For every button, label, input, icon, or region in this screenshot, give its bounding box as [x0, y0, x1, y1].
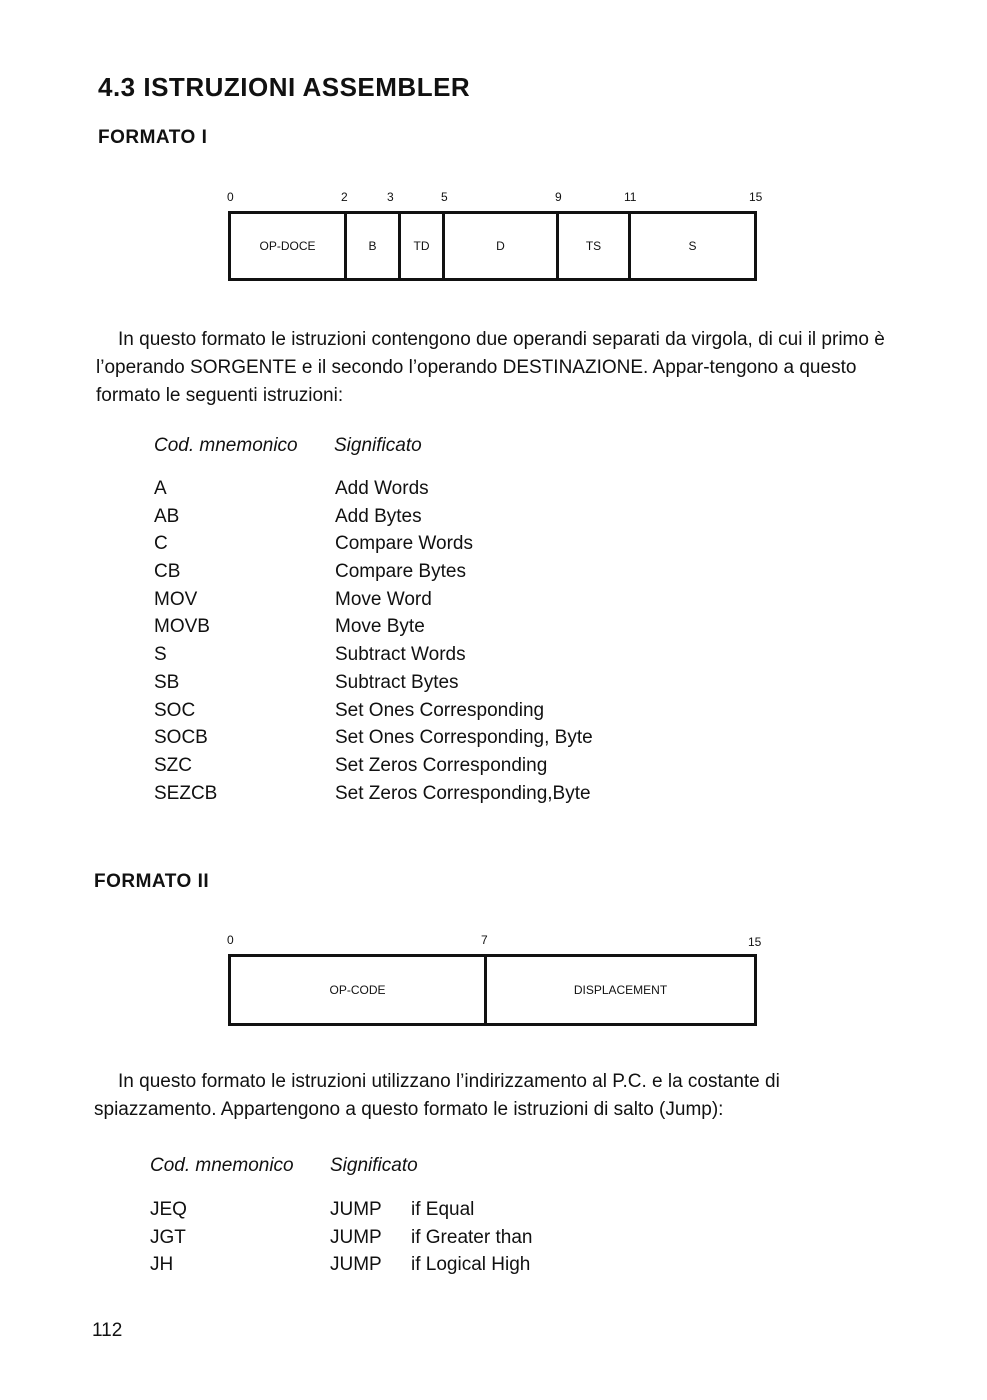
table-row: [154, 697, 593, 725]
table-row: [154, 752, 593, 780]
table-row: [154, 780, 593, 808]
format-2-paragraph: In questo formato le istruzioni utilizzano l’indirizzamento al P.C. e la costante di spiazzamento. Appartengono a questo formato le istruzioni di salto (Jump):: [94, 1071, 780, 1120]
row-condition: if Equal: [411, 1199, 475, 1220]
row-condition: if Greater than: [411, 1226, 533, 1248]
format-2-table: [150, 1152, 532, 1279]
bit-label: 7: [481, 933, 488, 947]
bit-label: 15: [748, 935, 762, 949]
row-code: SZC: [154, 754, 192, 776]
table-row: [150, 1196, 532, 1224]
row-meaning: Move Word: [335, 588, 432, 610]
format-2-heading: FORMATO II: [94, 871, 210, 892]
table-row: [154, 613, 593, 641]
row-meaning: Set Zeros Corresponding: [335, 754, 548, 776]
table-row: [154, 724, 593, 752]
bit-label: 0: [227, 933, 234, 947]
row-op: JUMP: [330, 1226, 382, 1248]
table-row: [154, 558, 593, 586]
bit-label: 11: [624, 190, 637, 204]
row-op: JUMP: [330, 1254, 382, 1276]
bit-label: 15: [749, 190, 763, 204]
row-meaning: Add Bytes: [335, 505, 422, 527]
field-s: S: [688, 239, 697, 253]
field-opcode: OP-CODE: [231, 957, 487, 1023]
row-meaning: Subtract Bytes: [335, 671, 459, 693]
row-code: MOV: [154, 588, 198, 610]
row-code: JEQ: [150, 1199, 187, 1220]
field-displacement: DISPLACEMENT: [573, 983, 668, 997]
table-row: [150, 1224, 532, 1252]
row-meaning: Set Ones Corresponding, Byte: [335, 727, 593, 749]
format-2-diagram: [228, 954, 757, 1026]
row-op: JUMP: [330, 1199, 382, 1220]
row-code: AB: [154, 505, 180, 527]
row-code: CB: [154, 561, 181, 583]
table-header: [150, 1152, 532, 1180]
field-td: TD: [401, 214, 445, 278]
table-row: [154, 475, 593, 503]
row-code: SOC: [154, 699, 196, 721]
table-row: [154, 586, 593, 614]
col-code-header: Cod. mnemonico: [154, 435, 298, 456]
table-row: [150, 1251, 532, 1279]
bit-label: 2: [341, 190, 348, 204]
format-1-diagram: [228, 211, 757, 281]
row-meaning: Compare Words: [335, 533, 473, 555]
row-meaning: Compare Bytes: [335, 561, 466, 583]
bit-label: 9: [555, 190, 562, 204]
row-meaning: Set Ones Corresponding: [335, 699, 545, 721]
row-code: S: [154, 644, 167, 666]
format-1-table: [154, 432, 593, 807]
row-code: JGT: [150, 1226, 186, 1248]
table-row: [154, 641, 593, 669]
col-code-header: Cod. mnemonico: [150, 1155, 294, 1176]
field-ts: TS: [559, 214, 631, 278]
row-code: SEZCB: [154, 782, 218, 804]
page-number: 112: [92, 1320, 123, 1341]
bit-label: 0: [227, 190, 234, 204]
table-row: [154, 669, 593, 697]
format-1-heading: FORMATO I: [98, 127, 208, 148]
row-code: MOVB: [154, 616, 210, 638]
row-code: JH: [150, 1254, 174, 1276]
field-d: D: [445, 214, 559, 278]
row-code: SB: [154, 671, 180, 693]
section-title: 4.3 ISTRUZIONI ASSEMBLER: [98, 72, 471, 102]
field-opcode: OP-DOCE: [231, 214, 347, 278]
table-row: [154, 503, 593, 531]
row-meaning: Set Zeros Corresponding,Byte: [335, 782, 591, 804]
bit-label: 3: [387, 190, 394, 204]
row-code: A: [154, 478, 167, 499]
field-b: B: [347, 214, 401, 278]
bit-label: 5: [441, 190, 448, 204]
row-code: C: [154, 533, 168, 555]
row-meaning: Add Words: [335, 478, 429, 499]
table-header: [154, 432, 593, 460]
col-meaning-header: Significato: [330, 1155, 418, 1176]
row-condition: if Logical High: [411, 1254, 531, 1276]
table-row: [154, 530, 593, 558]
col-meaning-header: Significato: [334, 435, 422, 456]
row-meaning: Subtract Words: [335, 644, 466, 666]
row-code: SOCB: [154, 727, 208, 749]
row-meaning: Move Byte: [335, 616, 425, 638]
format-1-paragraph: In questo formato le istruzioni contengono due operandi separati da virgola, di cui il primo è l’operando SORGENTE e il secondo l’operando DESTINAZIONE. Appar-tengono a questo formato le seguenti istruzioni:: [96, 329, 885, 406]
